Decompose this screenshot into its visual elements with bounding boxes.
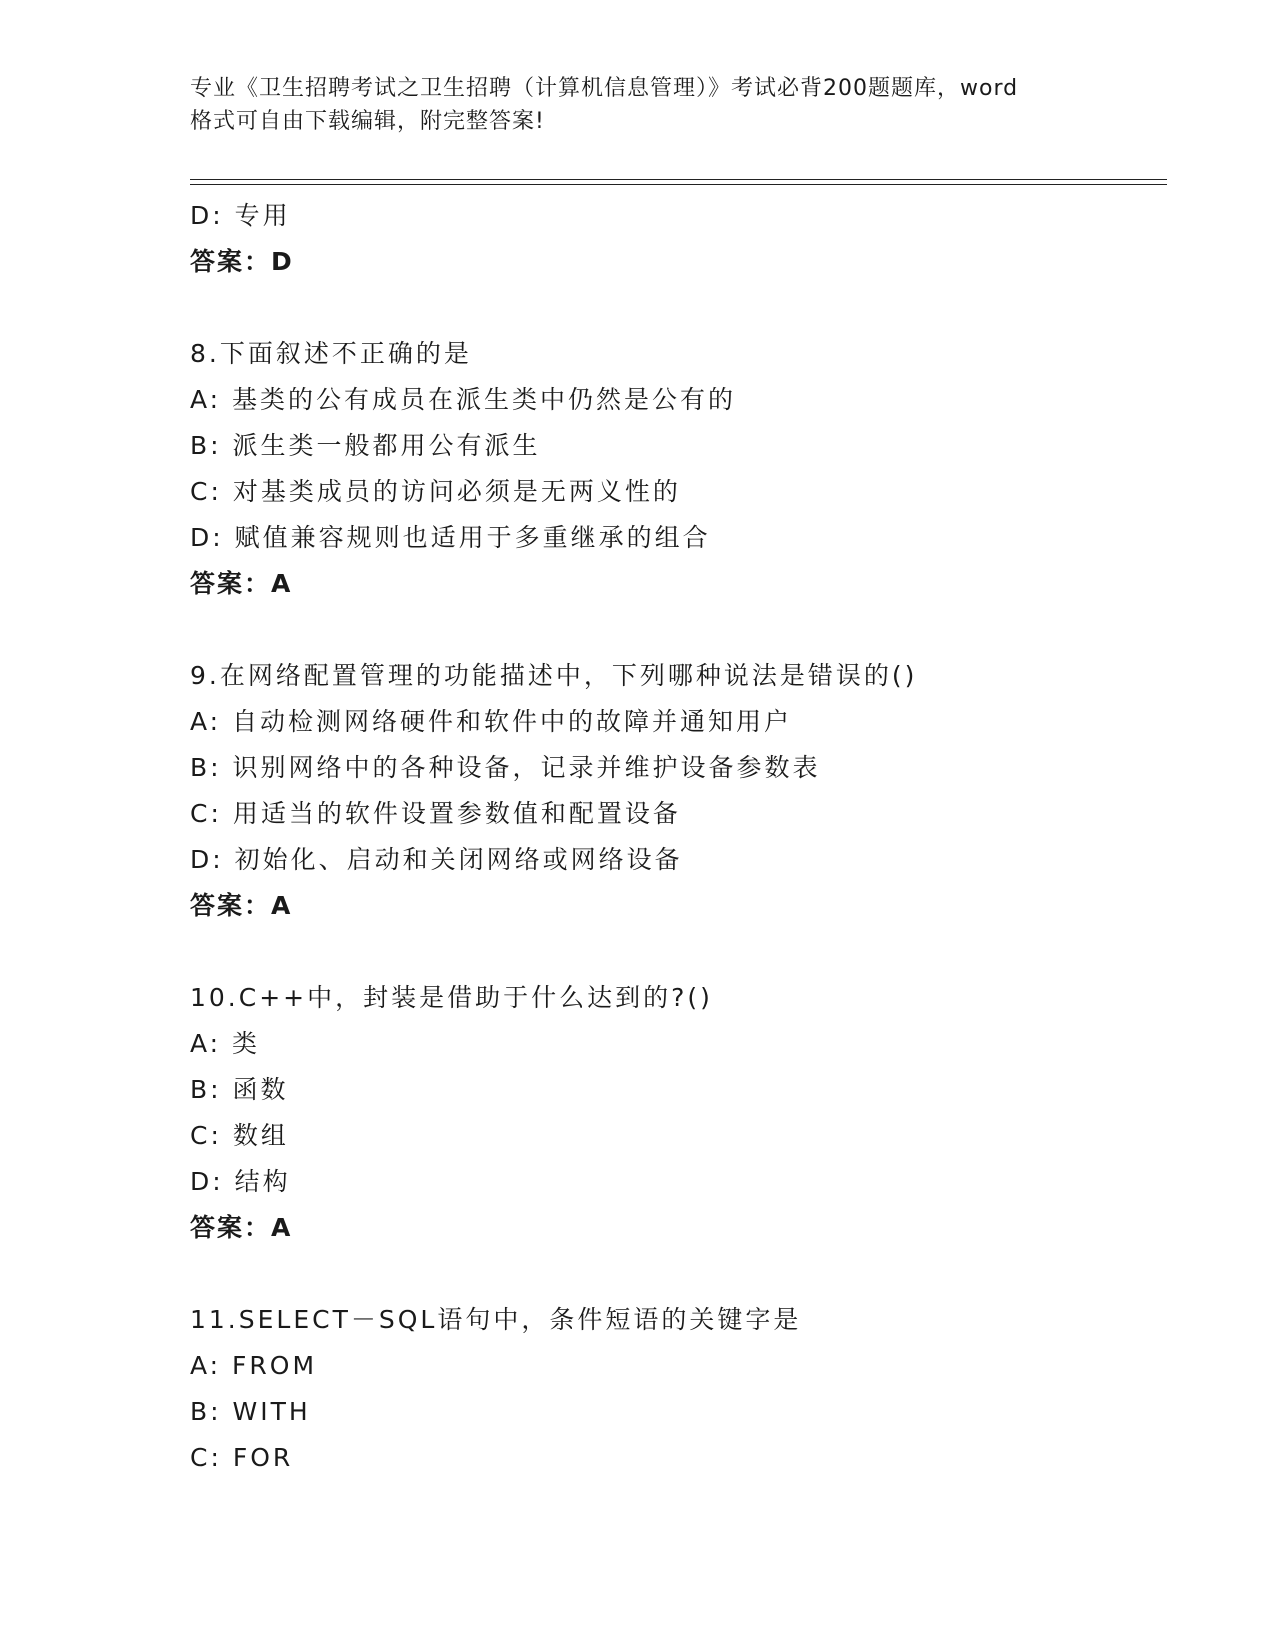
option-c: C: 对基类成员的访问必须是无两义性的 <box>190 477 681 506</box>
question-list <box>190 193 1170 1481</box>
spacer <box>190 1251 1170 1297</box>
question-8 <box>190 331 1170 607</box>
question-text: 11.SELECT－SQL语句中，条件短语的关键字是 <box>190 1305 802 1334</box>
question-text: 8.下面叙述不正确的是 <box>190 339 472 368</box>
question-10 <box>190 975 1170 1251</box>
option-a: A: 自动检测网络硬件和软件中的故障并通知用户 <box>190 707 793 736</box>
header-title-line-1: 专业《卫生招聘考试之卫生招聘（计算机信息管理）》考试必背200题题库，word <box>190 76 1019 101</box>
answer: 答案：A <box>190 891 293 920</box>
question-7-tail <box>190 193 1170 285</box>
header-title-line-2: 格式可自由下载编辑，附完整答案! <box>190 109 545 134</box>
option-a: A: 基类的公有成员在派生类中仍然是公有的 <box>190 385 737 414</box>
option-b: B: 函数 <box>190 1075 289 1104</box>
option-d: D: 结构 <box>190 1167 291 1196</box>
spacer <box>190 285 1170 331</box>
answer: 答案：D <box>190 247 294 276</box>
answer: 答案：A <box>190 1213 293 1242</box>
question-text: 10.C++中，封装是借助于什么达到的?() <box>190 983 713 1012</box>
question-text: 9.在网络配置管理的功能描述中，下列哪种说法是错误的() <box>190 661 918 690</box>
option-c: C: 数组 <box>190 1121 289 1150</box>
question-9 <box>190 653 1170 929</box>
header-divider <box>190 179 1167 185</box>
option-d: D: 专用 <box>190 201 291 230</box>
option-b: B: WITH <box>190 1397 311 1426</box>
option-a: A: 类 <box>190 1029 261 1058</box>
option-c: C: FOR <box>190 1443 294 1472</box>
option-d: D: 赋值兼容规则也适用于多重继承的组合 <box>190 523 711 552</box>
answer: 答案：A <box>190 569 293 598</box>
spacer <box>190 607 1170 653</box>
question-11 <box>190 1297 1170 1481</box>
option-a: A: FROM <box>190 1351 318 1380</box>
option-d: D: 初始化、启动和关闭网络或网络设备 <box>190 845 683 874</box>
option-b: B: 识别网络中的各种设备，记录并维护设备参数表 <box>190 753 821 782</box>
spacer <box>190 929 1170 975</box>
option-c: C: 用适当的软件设置参数值和配置设备 <box>190 799 681 828</box>
option-b: B: 派生类一般都用公有派生 <box>190 431 541 460</box>
page-header <box>190 72 1090 138</box>
